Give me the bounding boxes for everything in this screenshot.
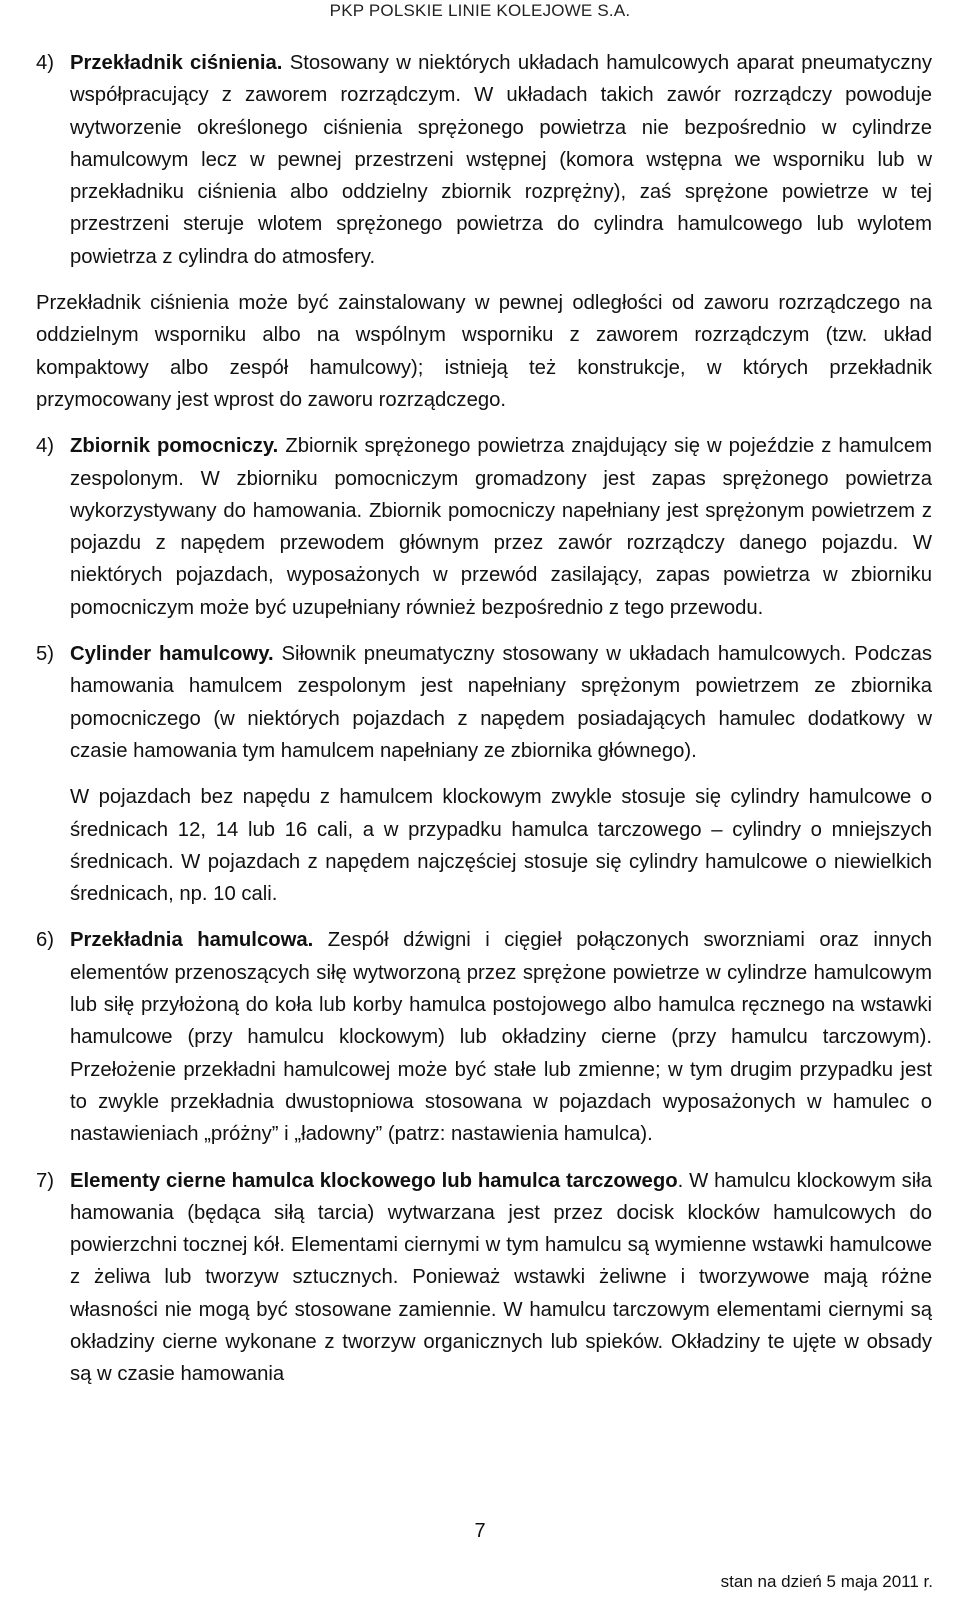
section-term: Przekładnia hamulcowa. (70, 929, 314, 952)
section-paragraph (70, 430, 932, 624)
section-paragraph (70, 47, 932, 273)
section-text: Siłownik pneumatyczny stosowany w układach hamulcowych. Podczas hamowania hamulcem zespolonym jest napełniany sprężonym powietrzem ze zbiornika pomocniczego (w niektórych pojazdach z napędem posiadających hamulec dodatkowy w czasie hamowania tym hamulcem napełniany ze zbiornika głównego). (70, 643, 933, 762)
section-number: 6) (36, 929, 55, 952)
section-term: Zbiornik pomocniczy. (70, 435, 279, 458)
section-paragraph (70, 924, 932, 1150)
section-term: Elementy cierne hamulca klockowego lub hamulca tarczowego (70, 1169, 678, 1192)
section-content (70, 430, 932, 624)
section-number: 4) (36, 435, 55, 458)
section-item (36, 430, 932, 624)
section-text: Zespół dźwigni i cięgieł połączonych sworzniami oraz innych elementów przenoszących siłę wytworzoną przez sprężone powietrze w cylindrze hamulcowym lub siłę przyłożoną do koła lub korby hamulca postojowego albo hamulca ręcznego na wstawki hamulcowe (przy hamulcu klockowym) lub okładziny cierne (przy hamulcu tarczowym). Przełożenie przekładni hamulcowej może być stałe lub zmienne; w tym drugim przypadku jest to zwykle przekładnia dwustopniowa stosowana w pojazdach wyposażonych w hamulec o nastawieniach „próżny” i „ładowny” (patrz: nastawienia hamulca). (70, 929, 933, 1146)
section-extra-paragraph: Przekładnik ciśnienia może być zainstalowany w pewnej odległości od zaworu rozrządczego na oddzielnym wsporniku albo na wspólnym wsporniku z zaworem rozrządczym (tzw. układ kompaktowy albo zespół hamulcowy); istnieją też konstrukcje, w których przekładnik przymocowany jest wprost do zaworu rozrządczego. (36, 292, 932, 411)
section-content (70, 924, 932, 1150)
section-item (36, 638, 932, 910)
section-content (70, 638, 932, 910)
section-number: 5) (36, 643, 55, 666)
page-header: PKP POLSKIE LINIE KOLEJOWE S.A. (329, 1, 631, 20)
section-item (36, 47, 932, 273)
section-term: Przekładnik ciśnienia. (70, 52, 283, 74)
section-paragraph (70, 1165, 932, 1391)
section-content (70, 1165, 932, 1391)
section-text: . W hamulcu klockowym siła hamowania (będąca siłą tarcia) wytwarzana jest przez docisk klocków hamulcowych do powierzchni tocznej kół. Elementami ciernymi w tym hamulcu są wymienne wstawki hamulcowe z żeliwa lub tworzyw sztucznych. Ponieważ wstawki żeliwne i tworzywowe mają różne własności nie mogą być stosowane zamiennie. W hamulcu tarczowym elementami ciernymi są okładziny cierne wykonane z tworzyw organicznych lub spieków. Okładziny te ujęte w obsady są w czasie hamowania (70, 1169, 933, 1386)
page-number: 7 (474, 1520, 486, 1542)
section-item (36, 924, 932, 1150)
footer-date: stan na dzień 5 maja 2011 r. (720, 1572, 933, 1591)
section-text: Zbiornik sprężonego powietrza znajdujący się w pojeździe z hamulcem zespolonym. W zbiorniku pomocniczym gromadzony jest zapas sprężonego powietrza wykorzystywany do hamowania. Zbiornik pomocniczy napełniany jest sprężonym powietrzem z pojazdu z napędem przewodem głównym przez zawór rozrządczy danego pojazdu. W niektórych pojazdach, wyposażonych w przewód zasilający, zapas powietrza w zbiorniku pomocniczym może być uzupełniany również bezpośrednio z tego przewodu. (70, 435, 932, 619)
section-term: Cylinder hamulcowy. (70, 643, 274, 666)
section-number: 7) (36, 1169, 55, 1192)
section-number: 4) (36, 52, 55, 74)
document-body (36, 47, 932, 1391)
section-paragraph (70, 638, 932, 767)
section-item (36, 1165, 932, 1391)
section-text: Stosowany w niektórych układach hamulcowych aparat pneumatyczny współpracujący z zaworem rozrządczym. W układach takich zawór rozrządczy powoduje wytworzenie określonego ciśnienia sprężonego powietrza nie bezpośrednio w cylindrze hamulcowym lecz w pewnej przestrzeni wstępnej (komora wstępna we wsporniku lub w przekładniku ciśnienia albo oddzielny zbiornik rozprężny), zaś sprężone powietrze w tej przestrzeni steruje wlotem sprężonego powietrza do cylindra hamulcowego lub wylotem powietrza z cylindra do atmosfery. (70, 52, 932, 268)
section-extra-paragraph: W pojazdach bez napędu z hamulcem klockowym zwykle stosuje się cylindry hamulcowe o średnicach 12, 14 lub 16 cali, a w przypadku hamulca tarczowego – cylindry o mniejszych średnicach. W pojazdach z napędem najczęściej stosuje się cylindry hamulcowe o niewielkich średnicach, np. 10 cali. (70, 786, 932, 906)
section-content (70, 47, 932, 273)
